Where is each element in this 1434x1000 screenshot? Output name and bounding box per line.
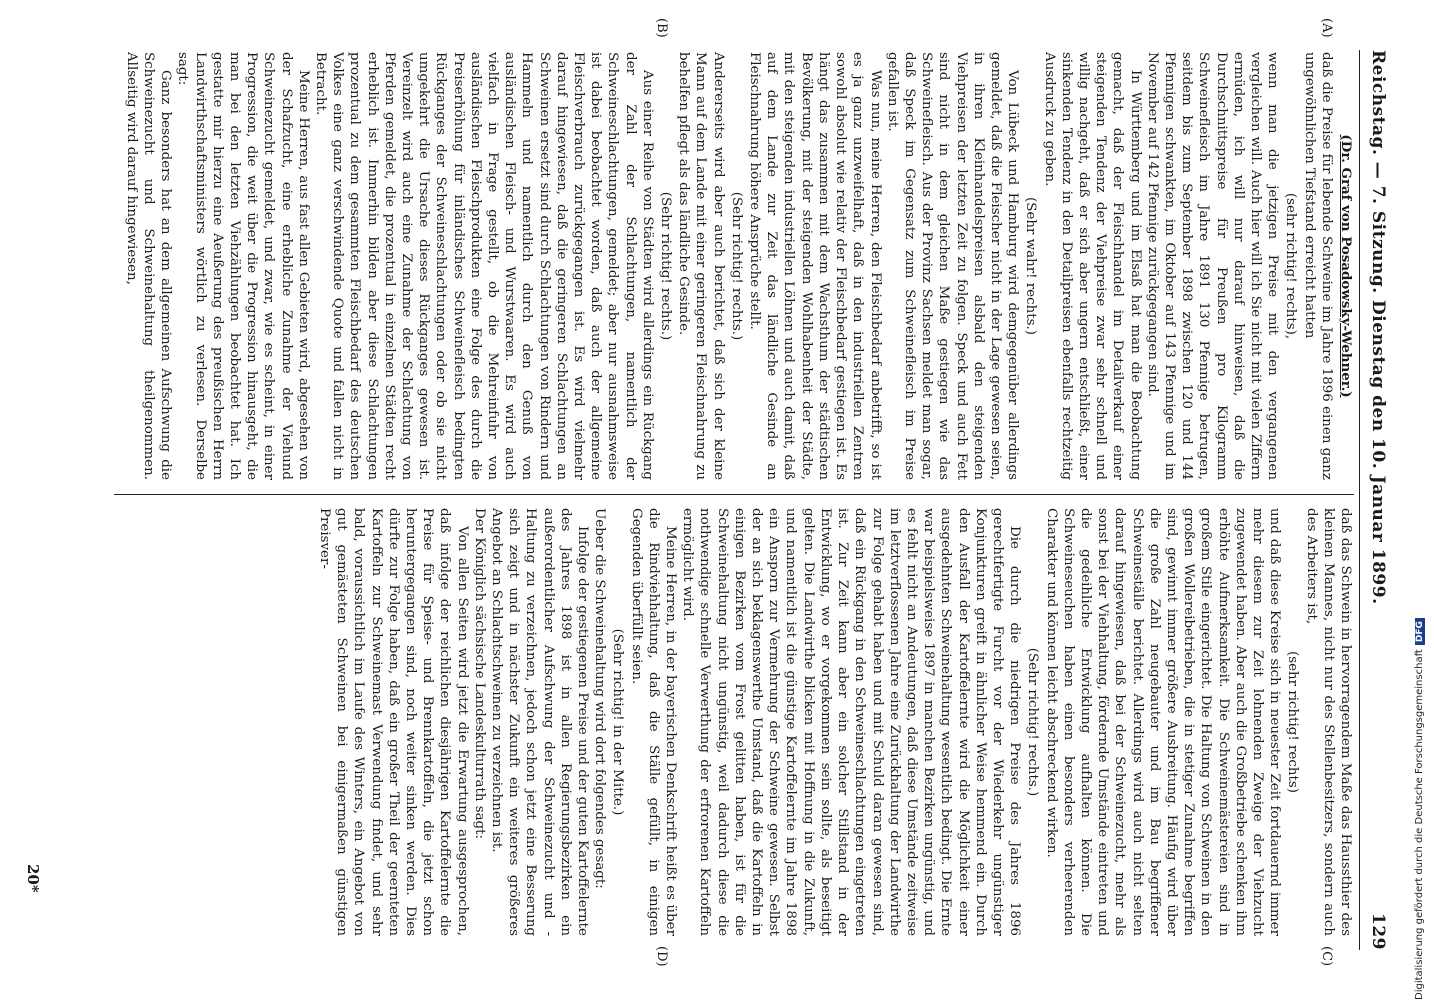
margin-letter-d: (D) [654, 946, 669, 967]
applause-note: (Sehr wahr! rechts.) [1023, 197, 1039, 335]
margin-letter-b: (B) [654, 18, 669, 38]
paragraph: Ganz besonders hat an dem allgemeinen Aufschwung die Schweinezucht und Schweinehaltung theilgenommen. Allseitig wird darauf hingewiesen, [123, 52, 174, 480]
paragraph: wenn man die jetzigen Preise mit den vergangenen vergleichen will. Auch hier will ich Sie nicht mit vielen Ziffern ermüden, ich will nur darauf hinweisen, daß die Durchschnittspreise für Preußen pro Kilogramm Schweinefleisch im Jahre 1891 130 Pfennige betrugen, seitdem bis zum September 1898 zwischen 120 und 144 Pfennigen schwankten, im Oktober auf 143 Pfennige und im November auf 142 Pfennige zurückgegangen sind. [1144, 52, 1281, 480]
applause-note: (sehr richtig! rechts), [1283, 192, 1299, 340]
page-number: 129 [1368, 913, 1388, 950]
paragraph: Die durch die niedrigen Preise des Jahres 1896 gerechtfertigte Furcht vor der Wiederkehr ungünstiger Konjunkturen greift in ähnlicher Weise hemmend ein. Durch den Ausfall der Kartoffelernte wird die Möglichkeit einer ausgedehnten Schweinehaltung wesentlich bedingt. Die Ernte war beispielsweise 1897 in manchen Bezirken ungünstig, und es fehlt nicht an Andeutungen, daß diese Umstände zeitweise im letztverflossenen Jahre eine Zurückhaltung der Landwirthe zur Folge gehabt haben und mit Schuld daran gewesen sind, daß ein Rückgang in den Schweineschlachtungen eingetreten ist. Zur Zeit kann aber ein solcher Stillstand in der Entwicklung, wo er vorgekommen sein sollte, als beseitigt gelten. Die Landwirthe blicken mit Hoffnung in die Zukunft, und namentlich ist die günstige Kartoffelernte im Jahre 1898 ein Ansporn zur Vermehrung der Schweine gewesen. Selbst der an sich beklagenswerthe Umstand, daß die Kartoffeln in einigen Bezirken vom Frost gelitten haben, ist für die Schweinehaltung nicht ungünstig, weil dadurch diese die nothwendige schnelle Verwerthung der erfrorenen Kartoffeln ermöglicht wird. [680, 508, 1023, 936]
footer-signature: 20* [24, 864, 42, 893]
left-column [79, 52, 1354, 480]
paragraph: Der Königlich sächsische Landeskulturrath sagt: [471, 508, 487, 840]
applause-note: (sehr richtig! rechts) [1285, 651, 1301, 793]
left-column-body [123, 52, 1335, 480]
paragraph: In Württemberg und im Elsaß hat man die Beobachtung gemacht, daß der Fleischhandel im Detailverkauf einer steigenden Tendenz der Viehpreise zwar sehr schnell und willig nachgeht, daß er sich aber ungern entschließt, einer sinkenden Tendenz in den Detailpreisen ebenfalls rechtzeitig Ausdruck zu geben. [1041, 52, 1143, 480]
speaker-line: (Dr. Graf von Posadowsky-Wehner.) [1338, 134, 1354, 398]
paragraph: und daß diese Kreise sich in neuester Zeit fortdauernd immer mehr diesem zur Zeit lohnenden Zweige der Viehzucht zugewendet haben. Aber auch die Großbetriebe schenken ihm erhöhte Aufmerksamkeit. Die Schweinemästereien sind in großem Stile eingerichtet. Die Haltung von Schweinen in den großen Wollereibetrieben, die in stetiger Zunahme begriffen sind, gewinnt immer größere Ausbreitung. Häufig wird über die große Zahl neugebauter und im Bau begriffener Schweineställe berichtet. Allerdings wird auch nicht selten darauf hingewiesen, daß bei der Schweinezucht, mehr als sonst bei der Viehhaltung, fördernde Umstände eintreten und die gedeihliche Entwicklung aufhalten können. Die Schweineseuchen haben einen besonders verheerenden Charakter und können leicht abschreckend wirken. [1043, 508, 1283, 936]
margin-letter-c: (C) [1319, 946, 1334, 967]
paragraph: Infolge der gestiegenen Preise und der guten Kartoffelernte des Jahres 1898 ist in allen Regierungsbezirken ein außerordentlicher Aufschwung der Schweinezucht und -Haltung zu verzeichnen, jedoch schon jetzt eine Besserung sich zeigt und in nächster Zukunft ein weiteres größeres Angebot an Schlachtschweinen zu verzeichnen ist. [489, 508, 591, 936]
right-column-body [316, 508, 1354, 936]
paragraph: Von Lübeck und Hamburg wird demgegenüber allerdings gemeldet, daß die Fleischer nicht in der Lage gewesen seien, in ihren Kleinhandelspreisen alsbald den steigenden Viehpreisen der letzten Zeit zu folgen. Speck und auch Fett sind nicht in dem gleichen Maße gestiegen wie das Schweinefleisch. Aus der Provinz Sachsen meldet man sogar, daß Speck im Gegensatz zum Schweinefleisch im Preise gefallen ist. [884, 52, 1021, 480]
credit-text: Digitalisierung gefördert durch die Deutsche Forschungsgemeinschaft [1414, 649, 1425, 1000]
column-divider [114, 494, 1354, 495]
paragraph: daß die Preise für lebende Schweine im Jahre 1896 einen ganz ungewöhnlichen Tiefstand erreicht hatten [1301, 52, 1334, 480]
paragraph: Andererseits wird aber auch berichtet, daß sich der kleine Mann auf dem Lande mit einer geringeren Fleischnahrung zu behelfen pflegt als das ländliche Gesinde. [676, 52, 726, 480]
page-header [1362, 50, 1388, 950]
applause-note: (Sehr richtig! rechts.) [1025, 647, 1041, 797]
dfg-logo-icon: DFG [1415, 618, 1425, 645]
header-rule [1359, 50, 1360, 950]
paragraph: Was nun, meine Herren, den Fleischbedarf anbetrifft, so ist es ja ganz unzweifelhaft, daß in den industriellen Zentren sowohl absolut wie relativ der Fleischbedarf gestiegen ist. Es hängt das zusammen mit dem Wachsthum der städtischen Bevölkerung, mit der steigenden Wohlhabenheit der Städte, mit den steigenden industriellen Löhnen und auch damit, daß auf dem Lande zur Zeit das ländliche Gesinde an Fleischnahrung höhere Ansprüche stellt. [747, 52, 883, 480]
right-column [79, 508, 1354, 936]
applause-note: (Sehr richtig! rechts.) [728, 191, 744, 341]
applause-note: (Sehr richtig! rechts.) [658, 191, 674, 341]
margin-letter-a: (A) [1319, 18, 1334, 38]
paragraph: Meine Herren, aus fast allen Gebieten wird, abgesehen von der Schafzucht, eine erhebliche Zunahme der Viehund Schweinezucht gemeldet, und zwar, wie es scheint, in einer Progression, die weit über die Progression hinausgeht, die man bei den letzten Viehzählungen beobachtet hat. Ich gestatte mir hierzu eine Aeußerung des preußischen Herrn Landwirthschaftsministers wörtlich zu verlesen. Derselbe sagt: [175, 52, 311, 480]
digitization-credit [1402, 0, 1434, 1000]
paragraph: Von allen Seiten wird jetzt die Erwartung ausgesprochen, daß infolge der reichlichen diesjährigen Kartoffelernte die Preise für Speise- und Brennkartoffeln, die jetzt schon heruntergegangen sind, noch weiter sinken werden. Dies dürfte zur Folge haben, daß ein großer Theil der geernteten Kartoffeln zur Schweinemast Verwendung findet, und sehr bald, voraussichtlich im Laufe des Winters, ein Angebot von gut gemästeten Schweinen bei einigermaßen günstigen Preisver- [317, 508, 470, 936]
paragraph: daß das Schwein in hervorragendem Maße das Haussthier des kleinen Mannes, nicht nur des Stellenbesitzers, sondern auch des Arbeiters ist, [1303, 508, 1353, 936]
paragraph: Aus einer Reihe von Städten wird allerdings ein Rückgang der Zahl der Schlachtungen, namentlich der Schweineschlachtungen, gemeldet; aber nur ausnahmsweise ist dabei beobachtet worden, daß auch der allgemeine Fleischverbrauch zurückgegangen ist. Es wird vielmehr darauf hingewiesen, daß die geringeren Schlachtungen an Schweinen ersetzt sind durch Schlachtungen von Rindern und Hammeln und namentlich durch den Genuß von ausländischen Fleisch- und Wurstwaaren. Es wird auch vielfach in Frage gestellt, ob die Mehreinfuhr von ausländischen Fleischprodukten eine Folge des durch die Preiserhöhung für inländisches Schweinefleisch bedingten Rückganges der Schweineschlachtungen oder ob sie nicht umgekehrt die Ursache dieses Rückganges gewesen ist. Vereinzelt wird auch eine Zunahme der Schlachtung von Pferden gemeldet, die prozentual in einzelnen Städten recht erheblich ist. Immerhin bilden aber diese Schlachtungen prozentual zu dem gesammten Fleischbedarf des deutschen Volkes eine ganz verschwindende Quote und fallen nicht in Betracht. [313, 52, 655, 480]
header-date: Dienstag den 10. Januar 1899. [1368, 300, 1388, 605]
paragraph: Meine Herren, in der bayerischen Denkschrift heißt es über die Rindviehhaltung, daß die Ställe gefüllt, in einigen Gegenden überfüllt seien. [628, 508, 679, 936]
applause-note: (Sehr richtig! in der Mitte.) [610, 628, 626, 816]
paragraph: Ueber die Schweinehaltung wird dort folgendes gesagt: [592, 508, 608, 889]
header-session: Reichstag. — 7. Sitzung. [1368, 50, 1388, 294]
